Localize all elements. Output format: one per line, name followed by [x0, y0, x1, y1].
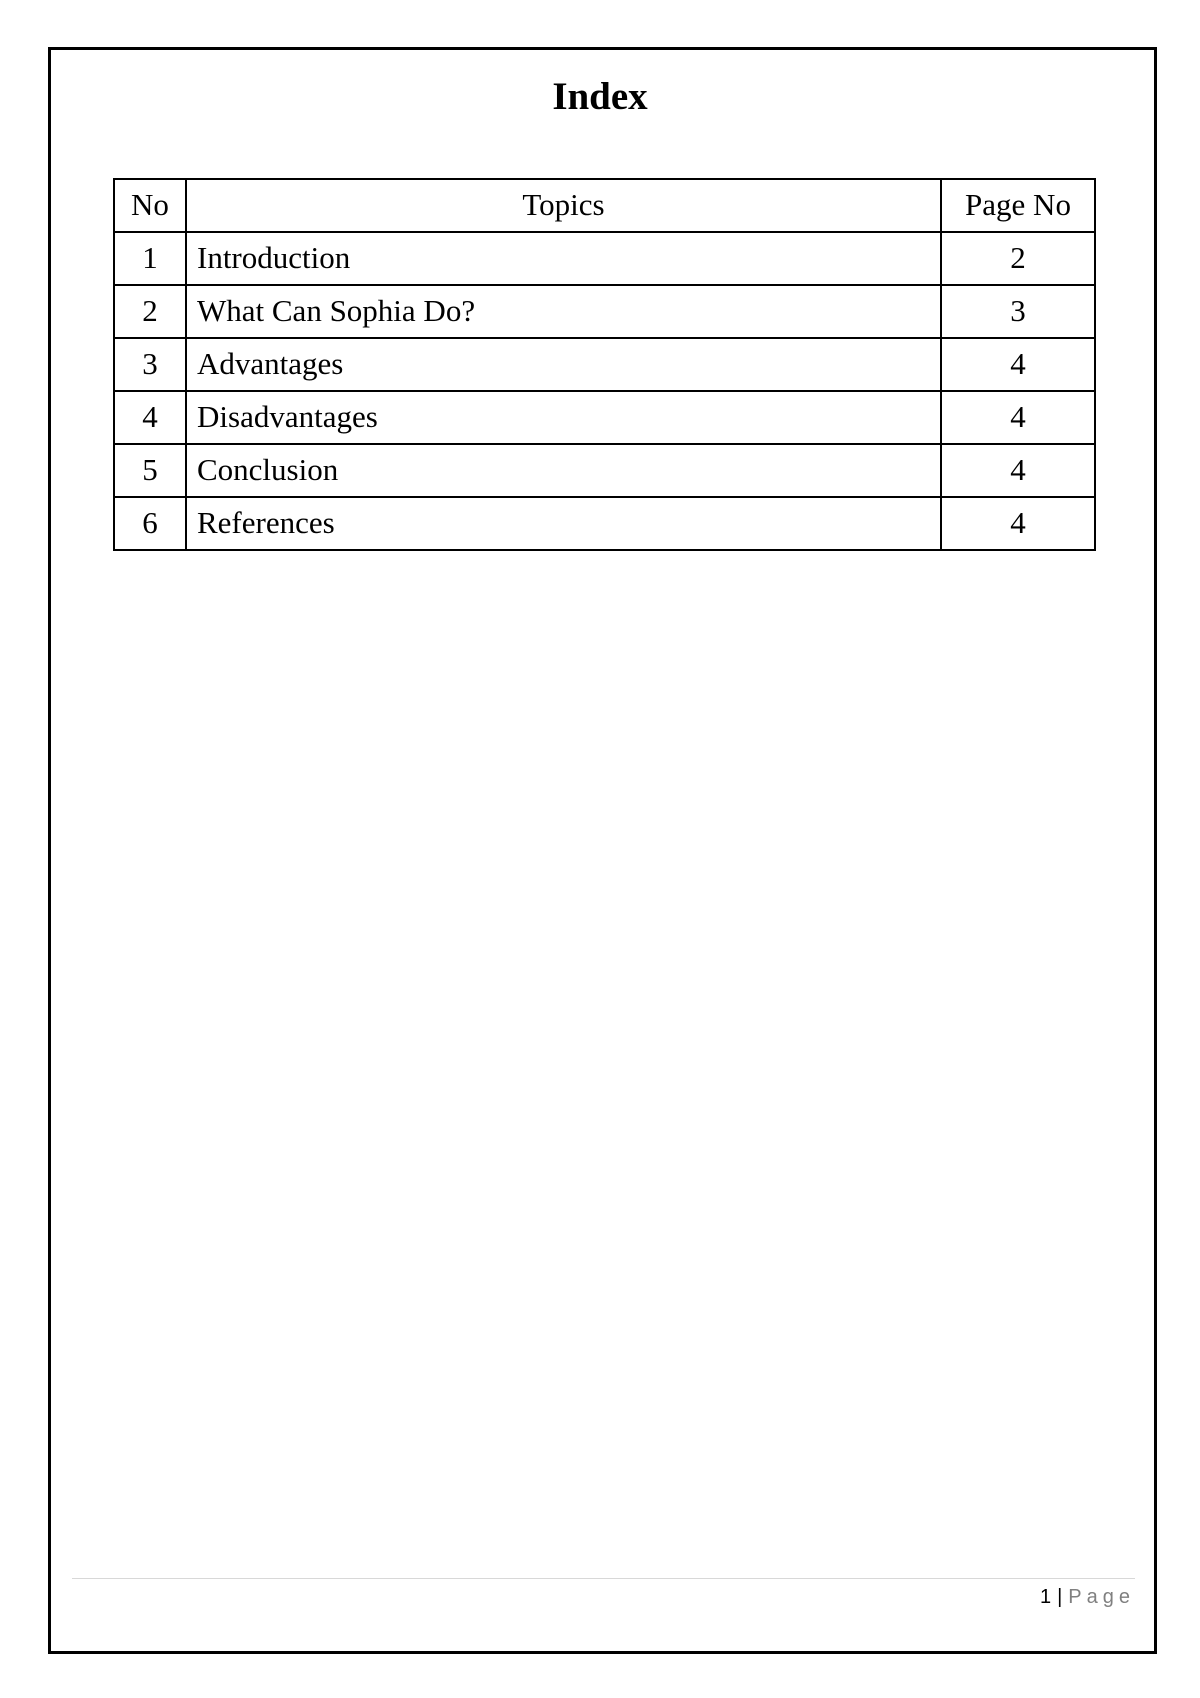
page-title: Index: [552, 75, 648, 118]
row-page: 2: [941, 232, 1095, 285]
row-no: 1: [114, 232, 186, 285]
header-page-no: Page No: [941, 179, 1095, 232]
row-no: 5: [114, 444, 186, 497]
table-row: [114, 232, 1095, 285]
footer-page-word: Page: [1068, 1586, 1135, 1608]
index-table: [113, 178, 1096, 551]
row-page: 4: [941, 497, 1095, 550]
table-header-row: [114, 179, 1095, 232]
footer-separator: |: [1057, 1586, 1063, 1608]
table-row: [114, 338, 1095, 391]
row-page: 3: [941, 285, 1095, 338]
header-topics: Topics: [186, 179, 941, 232]
table-row: [114, 444, 1095, 497]
row-page: 4: [941, 338, 1095, 391]
row-no: 3: [114, 338, 186, 391]
row-no: 2: [114, 285, 186, 338]
table-row: [114, 285, 1095, 338]
footer-divider: [72, 1578, 1135, 1579]
row-topic: Introduction: [186, 232, 941, 285]
header-no: No: [114, 179, 186, 232]
row-page: 4: [941, 444, 1095, 497]
row-topic: What Can Sophia Do?: [186, 285, 941, 338]
row-topic: Advantages: [186, 338, 941, 391]
table-row: [114, 497, 1095, 550]
row-no: 6: [114, 497, 186, 550]
row-page: 4: [941, 391, 1095, 444]
page-footer: [1040, 1583, 1135, 1611]
row-topic: Conclusion: [186, 444, 941, 497]
row-no: 4: [114, 391, 186, 444]
table-row: [114, 391, 1095, 444]
row-topic: References: [186, 497, 941, 550]
row-topic: Disadvantages: [186, 391, 941, 444]
footer-page-number: 1: [1039, 1586, 1052, 1608]
